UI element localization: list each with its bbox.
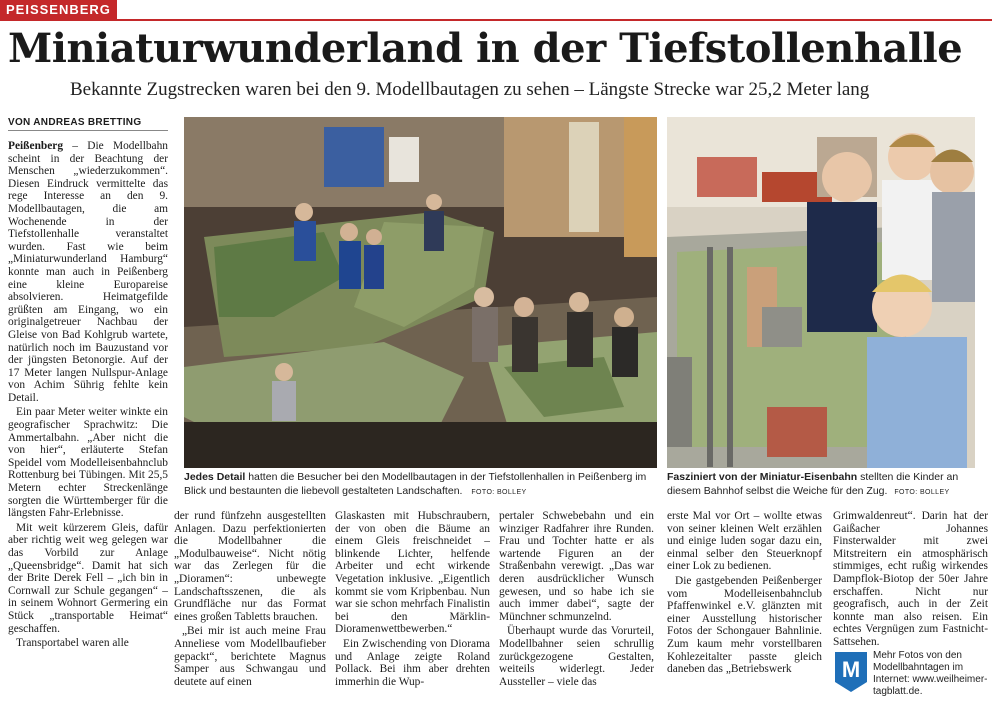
section-kicker: PEISSENBERG [0,0,117,19]
newspaper-m-logo-icon [833,650,869,694]
dateline-place: Peißenberg [8,140,64,152]
paragraph: Transportabel waren alle [16,637,129,650]
paragraph: pertaler Schwebebahn und ein winziger Radfahrer ihre Runden. Frau und Tochter hatte er als wartende Figuren an der Straßenbahn verewigt. „Das war deren ausdrücklicher Wunsch gewesen, und so habe ich sie auch immer dabei“, sagte der Münchner schmunzelnd. [499,510,654,623]
paragraph: Ein Zwischending von Diorama und Anlage zeigte Roland Pollack. Bei ihm aber drehten immerhin die Wup- [335,637,490,688]
promo-text: Mehr Fotos von den Modellbahntagen im Internet: www.weilheimer-tagblatt.de. [873,650,988,697]
photo-credit: FOTO: BOLLEY [471,489,527,496]
article-column-6 [833,510,988,651]
paragraph: Ein paar Meter weiter winkte ein geografischer Sprachwitz: Die Ammertalbahn. „Aber nicht die von hier“, erläuterte Stefan Speidel vom Modelleisenbahnclub Rottenburg bei Tübingen. Mit 25,5 Metern echter Streckenlänge sorgten die Württemberger für die längsten Fahr-Erlebnisse. [8,406,168,520]
photo-model-railway-hall [184,117,657,468]
photo-caption-2 [667,470,975,500]
article-column-2 [174,510,326,690]
paragraph: der rund fünfzehn ausgestellten Anlagen. Dazu perfektionierten die Modellbahner die „Modulbauweise“. Nicht nötig war das Zerlegen für die „Dioramen“: unbewegte Landschaftsszenen, die als Grundfläche nur das Format eines großen Tabletts brauchen. [174,510,326,623]
paragraph [8,140,168,404]
paragraph-text: – Die Modellbahn scheint in der Beachtung der Menschen „wiederzukommen“. Diesen Eindruck vermittelte das rege Interesse an den 9. Modellbautagen, die am Wochenende in der Tiefstollenhalle veranstaltet wurden. Fast wie beim „Miniaturwunderland Hamburg“ konnte man auch in Peißenberg eine kleine Europareise absolvieren. Heimatgefilde grüßten am Eingang, wo ein originalgetreuer Nachbau der Gleise von Bad Kohlgrub wartete, natürlich noch im Bauzustand vor der jüngsten Betonorgie. Auf der 17 Meter langen Nullspur-Anlage von Achim Sührig fehlte kein Detail. [8,140,168,404]
paragraph: Grimwaldenreut“. Darin hat der Gaißacher Johannes Finsterwalder mit zwei Mitstreitern ein atmosphärisch stimmiges, echt rußig wirkendes Dampflok-Biotop der 50er Jahre erschaffen. Nicht nur geografisch, auch in der Zeit konnte man also reisen. Ein echtes Vergnügen zum Fastnicht-Sattsehen. [833,510,988,648]
logo-letter: M [841,657,861,682]
byline: VON ANDREAS BRETTING [8,117,168,131]
paragraph: Mit weit kürzerem Gleis, dafür aber richtig weit weg gelegen war das Vorbild zur Anlage „Queensbridge“. Damit hat sich der Brite Derek Fell – „ich bin in Cornwall zur Schule gegangen“ – in seinem Wohnort Germering ein Stück „transportable Heimat“ geschaffen. [8,521,168,635]
online-promo [833,650,989,704]
photo-caption-1 [184,470,657,500]
caption-text: stellten die Kinder an diesem Bahnhof selbst die Weiche für den Zug. [667,471,959,497]
photo-children-at-railway [667,117,975,468]
article-column-5 [667,510,822,678]
photo-credit: FOTO: BOLLEY [894,489,950,496]
article-column-3 [335,510,490,690]
paragraph: Überhaupt wurde das Vorurteil, Modellbahner seien schrullig zurückgezogene Gestalten, weiteils widerlegt. Jeder Aussteller – viele das [499,625,654,688]
caption-lead: Fasziniert von der Miniatur-Eisenbahn [667,471,858,483]
caption-lead: Jedes Detail [184,471,246,483]
paragraph: Glaskasten mit Hubschraubern, der von oben die Bäume an einem Gleis freischneidet – blinkende Lichter, helfende Arbeiter und echt wirkende Vegetation inklusive. „Eigentlich kommt sie vom Kripbenbau. Nun war sie schon mehrfach Finalistin bei den Märklin-Dioramenwettbewerben.“ [335,510,490,636]
article-subheadline: Bekannte Zugstrecken waren bei den 9. Modellbautagen zu sehen – Längste Strecke war 25,2 Meter lang [70,79,870,100]
photo-hall-illustration [184,117,657,468]
article-column-4 [499,510,654,690]
article-headline: Miniaturwunderland in der Tiefstollenhalle [8,25,963,72]
paragraph: „Bei mir ist auch meine Frau Anneliese vom Modellbaufieber gepackt“, berichtete Magnus Samper aus Schwangau und deutete auf einen [174,625,326,688]
kicker-rule [0,19,992,21]
caption-text: hatten die Besucher bei den Modellbautagen in der Tiefstollenhallen in Peißenberg im Blick und bestaunten die liebevoll gestalteten Landschaften. [184,471,647,497]
paragraph: erste Mal vor Ort – wollte etwas von seiner kleinen Welt erzählen und einige luden sogar dazu ein, einmal selber den Steuerknopf einer Lok zu bedienen. [667,510,822,573]
photo-children-illustration [667,117,975,468]
paragraph: Die gastgebenden Peißenberger vom Modelleisenbahnclub Pfaffenwinkel e.V. glänzten mit einer Ausstellung historischer Fotos der Schongauer Bahnlinie. Zum kaum mehr vorstellbaren Kohlezeitalter passte gleich daneben das „Betriebswerk [667,574,822,676]
article-column-1 [8,140,168,652]
